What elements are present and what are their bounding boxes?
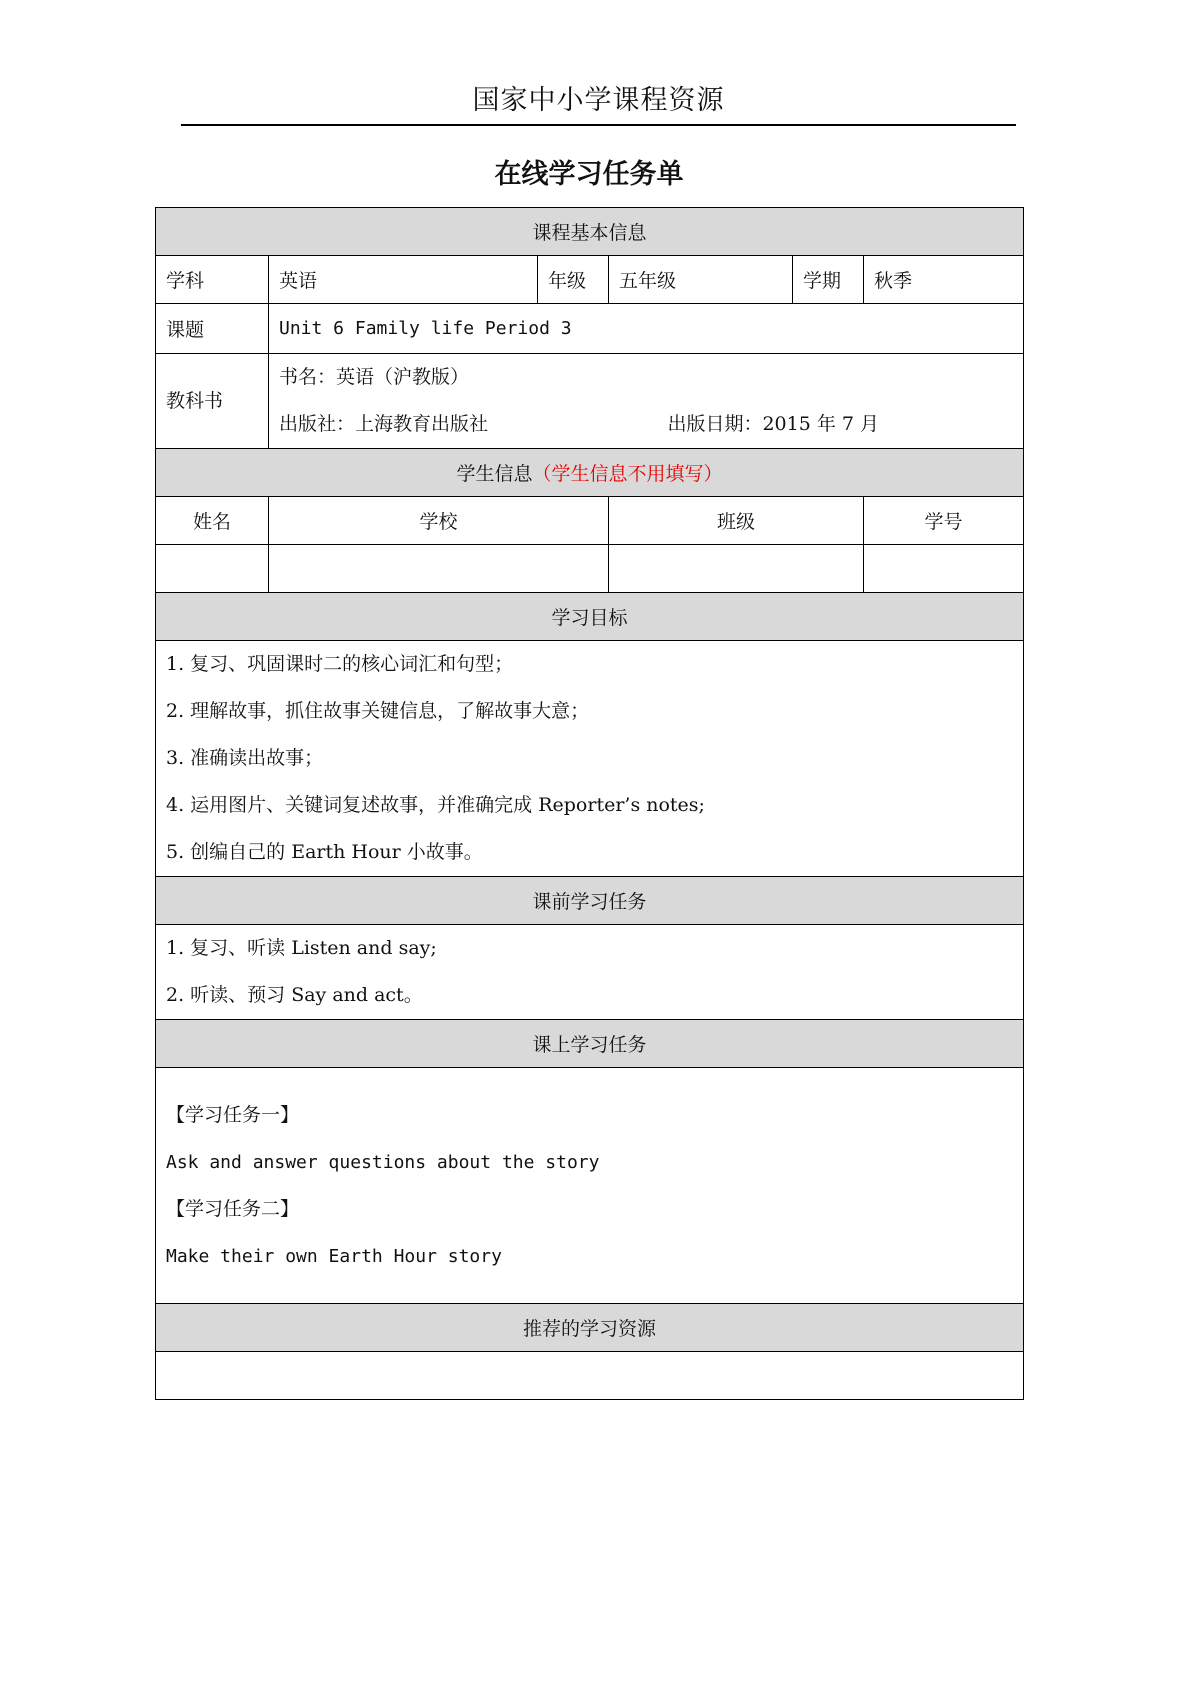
task2-title: 【学习任务二】 — [166, 1197, 300, 1220]
student-info-note: （学生信息不用填写） — [532, 463, 723, 485]
task1-title: 【学习任务一】 — [166, 1103, 300, 1126]
student-info-label: 学生信息 — [456, 463, 533, 485]
publish-date: 出版日期：2015 年 7 月 — [667, 413, 879, 435]
publisher-row — [279, 401, 879, 448]
in-class-tasks — [156, 1068, 1024, 1304]
grade-value: 五年级 — [609, 256, 793, 304]
publisher: 出版社：上海教育出版社 — [279, 413, 489, 435]
objective-item: 1. 复习、巩固课时二的核心词汇和句型； — [166, 653, 514, 675]
name-header: 姓名 — [156, 497, 269, 545]
name-input-cell[interactable] — [156, 545, 269, 593]
task1-text: Ask and answer questions about the story — [166, 1151, 600, 1173]
resources-content — [156, 1352, 1024, 1400]
school-header: 学校 — [269, 497, 609, 545]
task2-text: Make their own Earth Hour story — [166, 1245, 502, 1267]
course-info-header: 课程基本信息 — [156, 208, 1024, 256]
topic-label: 课题 — [156, 304, 269, 354]
student-id-header: 学号 — [864, 497, 1024, 545]
document-title: 在线学习任务单 — [494, 159, 684, 190]
resources-header: 推荐的学习资源 — [156, 1304, 1024, 1352]
term-label: 学期 — [793, 256, 864, 304]
term-value: 秋季 — [864, 256, 1024, 304]
pre-class-header: 课前学习任务 — [156, 877, 1024, 925]
textbook-label-text: 教科书 — [166, 389, 224, 412]
subject-value: 英语 — [269, 256, 538, 304]
book-name: 书名：英语（沪教版） — [279, 366, 470, 388]
topic-value: Unit 6 Family life Period 3 — [269, 304, 1024, 354]
textbook-info — [269, 354, 1024, 449]
objective-item: 4. 运用图片、关键词复述故事，并准确完成 Reporter’s notes; — [166, 794, 705, 816]
in-class-header: 课上学习任务 — [156, 1020, 1024, 1068]
objective-item: 3. 准确读出故事； — [166, 747, 324, 769]
student-info-header — [156, 449, 1024, 497]
grade-label: 年级 — [538, 256, 609, 304]
class-input-cell[interactable] — [609, 545, 864, 593]
objectives-list — [156, 641, 1024, 877]
pre-class-item: 1. 复习、听读 Listen and say; — [166, 937, 437, 959]
school-input-cell[interactable] — [269, 545, 609, 593]
page-header: 国家中小学课程资源 — [181, 78, 1016, 126]
subject-label: 学科 — [156, 256, 269, 304]
class-header: 班级 — [609, 497, 864, 545]
student-id-input-cell[interactable] — [864, 545, 1024, 593]
pre-class-item: 2. 听读、预习 Say and act。 — [166, 984, 423, 1006]
objective-item: 2. 理解故事，抓住故事关键信息，了解故事大意； — [166, 700, 590, 722]
objectives-header: 学习目标 — [156, 593, 1024, 641]
pre-class-list — [156, 925, 1024, 1020]
textbook-label — [156, 354, 269, 449]
objective-item: 5. 创编自己的 Earth Hour 小故事。 — [166, 841, 483, 863]
task-sheet-table — [155, 207, 1024, 1400]
